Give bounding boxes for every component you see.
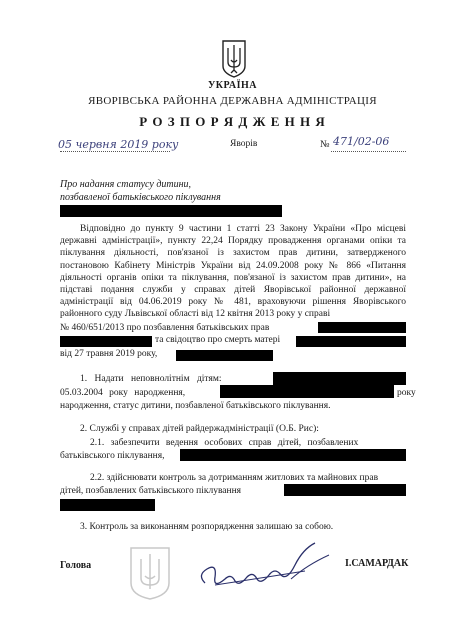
number-handwritten: 471/02-06 <box>333 135 390 148</box>
redacted-block <box>60 336 152 347</box>
item-3-text: 3. Контроль за виконанням розпорядження залишаю за собою. <box>80 522 334 532</box>
redacted-block <box>273 372 406 385</box>
seal-icon <box>128 545 172 601</box>
redacted-block <box>60 499 155 511</box>
redacted-name <box>60 205 282 217</box>
item-2-1-text: 2.1. забезпечити ведення особових справ дітей, позбавлених <box>90 438 359 448</box>
redacted-block <box>318 322 406 333</box>
item-2-1-text-cont: батьківського піклування, <box>60 451 165 461</box>
redacted-block <box>296 336 406 347</box>
paragraph-legal-basis: Відповідно до пункту 9 частини 1 статті 23 Закону України «Про місцеві державні адміністрації», пункту 22,24 Порядку провадження органами опіки та піклування діяльності, пов'язаної із захистом прав дитини, затвердженого постановою Кабінету Міністрів України від 24.09.2008 року № 866 «Питання діяльності органів опіки та піклування, пов'язаної із захистом прав дитини», на підставі подання служби у справах дітей Яворівської районної державної адміністрації від 04.06.2019 року № 481, враховуючи рішення Яворівського районного суду Львівської області від 12 квітня 2013 року у справі <box>60 224 406 320</box>
signatory-position: Голова <box>60 560 92 571</box>
item-1-year-word: року <box>397 388 416 398</box>
signatory-name: І.САМАРДАК <box>345 558 409 569</box>
number-underline <box>331 151 406 152</box>
item-2-2-text: 2.2. здійснювати контроль за дотриманням житлових та майнових прав <box>90 473 379 483</box>
item-1-text: 1. Надати неповнолітнім дітям: <box>80 374 222 384</box>
authority-name: ЯВОРІВСЬКА РАЙОННА ДЕРЖАВНА АДМІНІСТРАЦІЯ <box>88 95 377 107</box>
redacted-block <box>176 350 273 361</box>
document-type: Р О З П О Р Я Д Ж Е Н Н Я <box>139 114 326 129</box>
title-line-2: позбавленої батьківського піклування <box>60 192 221 203</box>
title-line-1: Про надання статусу дитини, <box>60 179 192 190</box>
item-2-text: 2. Службі у справах дітей райдержадміністрації (О.Б. Рис): <box>80 424 319 434</box>
item-1-birth: 05.03.2004 року народження, <box>60 388 186 398</box>
date-underline <box>60 151 170 152</box>
paragraph-tail-c: від 27 травня 2019 року, <box>60 349 158 359</box>
paragraph-tail-a: № 460/651/2013 про позбавлення батьківських прав <box>60 323 270 333</box>
signature-icon <box>195 535 335 595</box>
document-title <box>60 178 221 204</box>
city-name: Яворів <box>230 139 258 149</box>
item-2-2-text-cont: дітей, позбавлених батьківського піклування <box>60 486 242 496</box>
redacted-block <box>180 449 406 461</box>
item-1-status: народження, статус дитини, позбавленої батьківського піклування. <box>60 401 331 411</box>
number-prefix: № <box>320 139 330 150</box>
date-handwritten: 05 червня 2019 року <box>58 138 179 151</box>
coat-of-arms-icon <box>222 40 246 78</box>
redacted-block <box>284 484 406 496</box>
country-name: УКРАЇНА <box>207 80 258 91</box>
paragraph-tail-b: та свідоцтво про смерть матері <box>155 335 281 345</box>
redacted-block <box>220 385 394 398</box>
